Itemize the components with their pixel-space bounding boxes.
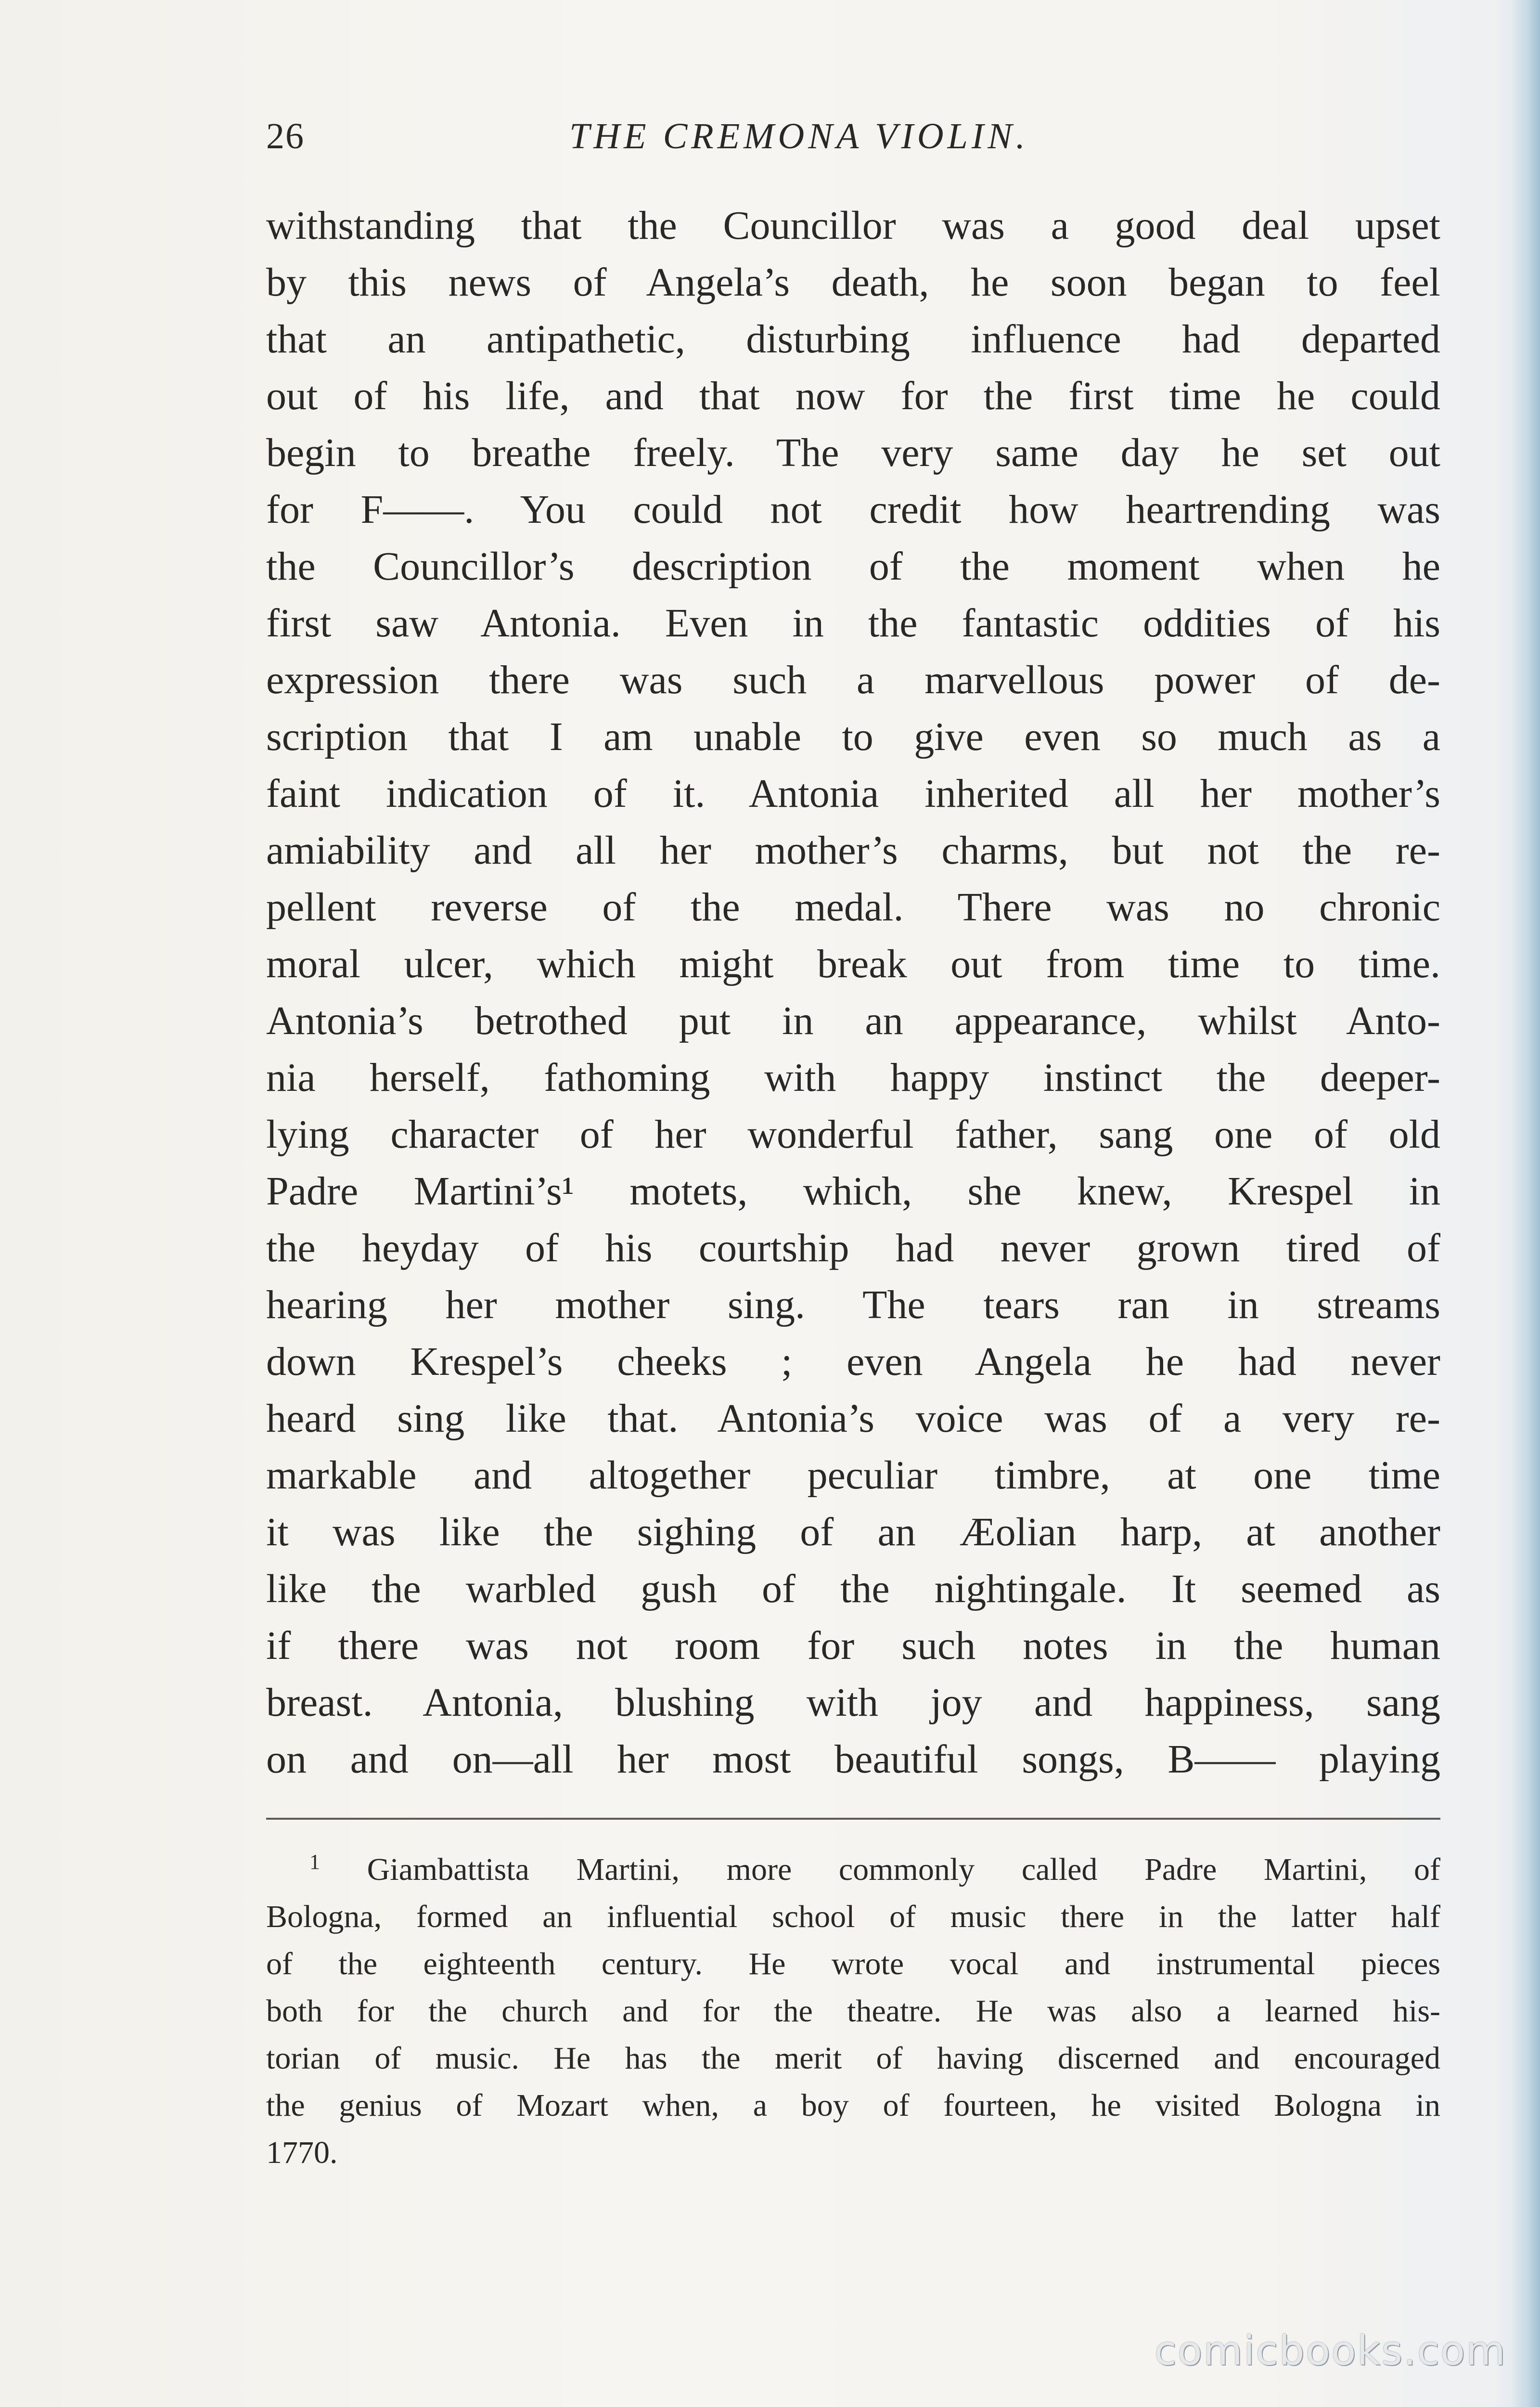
body-line: by this news of Angela’s death, he soon began to feel <box>266 260 1440 305</box>
body-line: for F——. You could not credit how heartrending was <box>266 487 1440 532</box>
body-line: breast. Antonia, blushing with joy and happiness, sang <box>266 1680 1440 1725</box>
body-line: withstanding that the Councillor was a good deal upset <box>266 203 1440 248</box>
page-number: 26 <box>266 116 305 156</box>
body-line: pellent reverse of the medal. There was no chronic <box>266 885 1440 930</box>
page-header <box>266 110 1446 163</box>
footnote-line-first <box>266 1846 1440 1893</box>
body-line: Antonia’s betrothed put in an appearance, whilst Anto- <box>266 998 1440 1043</box>
body-line: like the warbled gush of the nightingale. It seemed as <box>266 1566 1440 1611</box>
footnote-line: Giambattista Martini, more commonly called Padre Martini, of <box>367 1852 1440 1887</box>
body-text <box>266 197 1440 1788</box>
body-line: down Krespel’s cheeks ; even Angela he had never <box>266 1339 1440 1384</box>
watermark: comicbooks.com <box>1154 2327 1506 2374</box>
body-line: the Councillor’s description of the moment when he <box>266 544 1440 589</box>
footnote-marker: 1 <box>309 1850 320 1874</box>
body-line: faint indication of it. Antonia inherited all her mother’s <box>266 771 1440 816</box>
body-line: hearing her mother sing. The tears ran in streams <box>266 1282 1440 1327</box>
footnote-line: of the eighteenth century. He wrote vocal and instrumental pieces <box>266 1946 1440 1981</box>
footnote-line: the genius of Mozart when, a boy of fourteen, he visited Bologna in <box>266 2088 1440 2123</box>
footnote-line: torian of music. He has the merit of having discerned and encouraged <box>266 2041 1440 2076</box>
body-line: scription that I am unable to give even so much as a <box>266 714 1440 759</box>
body-line: lying character of her wonderful father, sang one of old <box>266 1112 1440 1157</box>
body-line: markable and altogether peculiar timbre, at one time <box>266 1453 1440 1498</box>
body-line: moral ulcer, which might break out from time to time. <box>266 942 1440 986</box>
body-line: expression there was such a marvellous power of de- <box>266 658 1440 702</box>
body-line: the heyday of his courtship had never grown tired of <box>266 1226 1440 1270</box>
page-edge-shadow <box>1511 0 1540 2407</box>
footnote <box>266 1846 1440 2176</box>
body-line: Padre Martini’s¹ motets, which, she knew, Krespel in <box>266 1169 1440 1214</box>
body-line: on and on—all her most beautiful songs, B—— playing <box>266 1737 1440 1782</box>
body-line: amiability and all her mother’s charms, but not the re- <box>266 828 1440 873</box>
body-line: first saw Antonia. Even in the fantastic oddities of his <box>266 601 1440 646</box>
running-title: THE CREMONA VIOLIN. <box>569 116 1029 156</box>
body-line: out of his life, and that now for the first time he could <box>266 374 1440 418</box>
body-line: it was like the sighing of an Æolian harp, at another <box>266 1510 1440 1554</box>
body-line: nia herself, fathoming with happy instinct the deeper- <box>266 1055 1440 1100</box>
footnote-line: 1770. <box>266 2135 338 2170</box>
footnote-divider <box>266 1818 1440 1820</box>
footnote-line: both for the church and for the theatre. He was also a learned his- <box>266 1993 1440 2029</box>
body-line: heard sing like that. Antonia’s voice was of a very re- <box>266 1396 1440 1441</box>
body-line: that an antipathetic, disturbing influence had departed <box>266 317 1440 362</box>
body-line: if there was not room for such notes in the human <box>266 1623 1440 1668</box>
body-line: begin to breathe freely. The very same day he set out <box>266 430 1440 475</box>
footnote-line: Bologna, formed an influential school of music there in the latter half <box>266 1899 1440 1934</box>
